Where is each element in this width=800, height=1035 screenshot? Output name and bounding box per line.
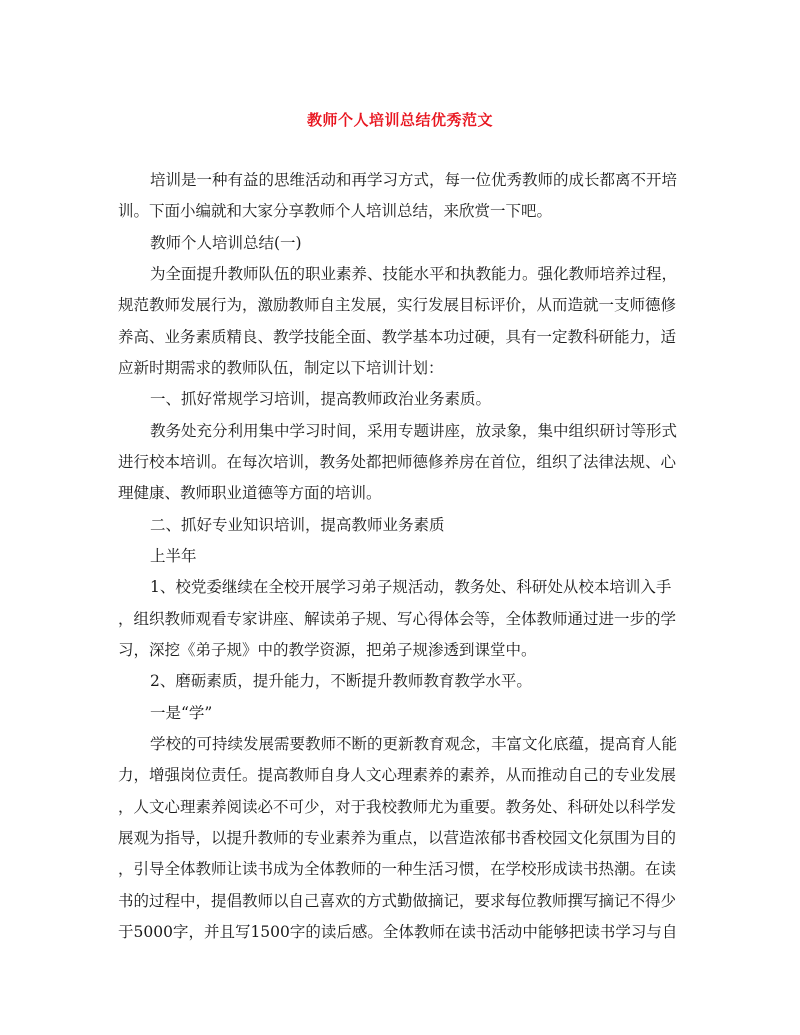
paragraph-line: 进行校本培训。在每次培训，教务处都把师德修养房在首位，组织了法律法规、心	[118, 453, 677, 471]
paragraph-line: 教务处充分利用集中学习时间，采用专题讲座，放录象，集中组织研讨等形式	[150, 422, 678, 440]
paragraph-line: ，组织教师观看专家讲座、解读弟子规、写心得体会等，全体教师通过进一步的学	[118, 610, 677, 628]
paragraph-line: 于5000字，并且写1500字的读后感。全体教师在读书活动中能够把读书学习与自	[118, 923, 678, 941]
subsection-heading: 一、抓好常规学习培训，提高教师政治业务素质。	[150, 390, 492, 408]
paragraph-line: 养高、业务素质精良、教学技能全面、教学基本功过硬，具有一定教科研能力，适	[118, 328, 677, 346]
paragraph-intro-line: 培训是一种有益的思维活动和再学习方式，每一位优秀教师的成长都离不开培	[150, 171, 678, 189]
paragraph-line: 学校的可持续发展需要教师不断的更新教育观念，丰富文化底蕴，提高育人能	[150, 735, 678, 753]
paragraph-line: ，引导全体教师让读书成为全体教师的一种生活习惯，在学校形成读书热潮。在读	[118, 860, 677, 878]
paragraph-line: 力，增强岗位责任。提高教师自身人文心理素养的素养，从而推动自己的专业发展	[118, 766, 677, 784]
paragraph-line: 展观为指导，以提升教师的专业素养为重点，以营造浓郁书香校园文化氛围为目的	[118, 829, 677, 847]
paragraph-line: 2、磨砺素质，提升能力，不断提升教师教育教学水平。	[150, 672, 532, 690]
paragraph-line: 1、校党委继续在全校开展学习弟子规活动，教务处、科研处从校本培训入手	[150, 578, 672, 596]
section-heading: 教师个人培训总结(一)	[150, 234, 302, 252]
paragraph-line: 理健康、教师职业道德等方面的培训。	[118, 484, 382, 502]
paragraph-line: 为全面提升教师队伍的职业素养、技能水平和执教能力。强化教师培养过程，	[150, 265, 678, 283]
document-title: 教师个人培训总结优秀范文	[306, 111, 493, 129]
subsection-heading: 二、抓好专业知识培训，提高教师业务素质	[150, 516, 445, 534]
paragraph-intro-line: 训。下面小编就和大家分享教师个人培训总结，来欣赏一下吧。	[118, 202, 553, 220]
paragraph-line: 规范教师发展行为，激励教师自主发展，实行发展目标评价，从而造就一支师德修	[118, 296, 677, 314]
subsection-heading: 上半年	[150, 547, 197, 565]
subsection-heading: 一是“学”	[150, 704, 213, 722]
paragraph-line: 习，深挖《弟子规》中的教学资源，把弟子规渗透到课堂中。	[118, 641, 537, 659]
paragraph-line: 书的过程中，提倡教师以自己喜欢的方式勤做摘记，要求每位教师撰写摘记不得少	[118, 892, 677, 910]
paragraph-line: 应新时期需求的教师队伍，制定以下培训计划：	[118, 359, 444, 377]
paragraph-line: ，人文心理素养阅读必不可少，对于我校教师尤为重要。教务处、科研处以科学发	[118, 798, 677, 816]
